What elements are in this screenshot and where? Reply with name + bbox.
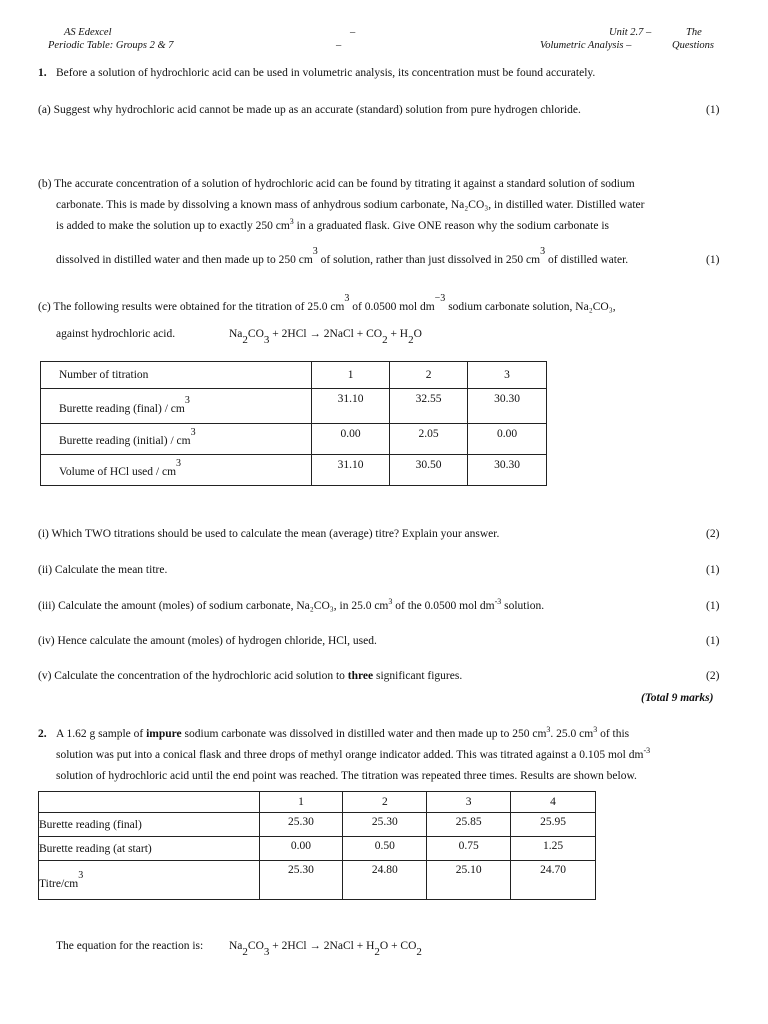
q1a-marks: (1) [706,104,720,116]
row-label: Burette reading (at start) [39,837,260,861]
table-header-col-2: 2 [343,792,427,813]
table-header-col-4: 4 [511,792,596,813]
q1-iii-text: (iii) Calculate the amount (moles) of sodium carbonate, Na₂CO₃, in 25.0 $cm^3$ of the 0.0500 mol $dm^{-3}$ solution. [38,597,545,612]
row-label: Burette reading (final) [39,813,260,837]
q1-v-text: (v) Calculate the concentration of the hydrochloric acid solution to three significant figures. [38,670,463,682]
q1c-line2: against hydrochloric acid. [56,328,176,340]
table-header-col-1: 1 [312,362,390,389]
header-right-line2: Volumetric Analysis – [540,40,632,51]
header-right-line1: Unit 2.7 – [609,27,652,38]
cell: 25.85 [427,813,511,837]
q2-number: 2. [38,728,47,740]
q2-line1: A 1.62 g sample of impure sodium carbonate was dissolved in distilled water and then made up to 250 $cm^3$. 25.0 $cm^3$ of this [56,725,630,740]
q2-line3: solution of hydrochloric acid until the end point was reached. The titration was repeated three times. Results are shown below. [56,770,637,782]
cell: 24.70 [511,861,596,900]
table-header-col-3: 3 [468,362,547,389]
q1-intro: Before a solution of hydrochloric acid can be used in volumetric analysis, its concentration must be found accurately. [56,67,596,79]
q1-iv-marks: (1) [706,635,720,647]
q1-iv-text: (iv) Hence calculate the amount (moles) of hydrogen chloride, HCl, used. [38,635,377,647]
table-row [41,362,547,389]
header-mid-line1: – [350,27,356,38]
table-row [39,792,596,813]
cell: 25.10 [427,861,511,900]
row-label: Burette reading (initial) / cm3 [41,424,312,455]
cell: 25.95 [511,813,596,837]
q1c-equation: Na2CO3 + 2HCl → 2NaCl + CO2 + H2O [229,328,422,346]
q2-equation: Na2CO3 + 2HCl → 2NaCl + H2O + CO2 [229,940,422,958]
q1-iii-marks: (1) [706,600,720,612]
table-row [41,455,547,486]
table-header-col-1: 1 [259,792,343,813]
q1-total-marks: (Total 9 marks) [641,692,714,704]
q1-i-marks: (2) [706,528,720,540]
titration-table-2 [38,791,596,900]
table-header-col-2: 2 [390,362,468,389]
header-left-line1: AS Edexcel [64,27,112,38]
q1b-line1: (b) The accurate concentration of a solution of hydrochloric acid can be found by titrating it against a standard solution of sodium [38,178,635,190]
table-row [41,389,547,424]
table-header-blank [39,792,260,813]
table-row [39,861,596,900]
cell: 30.30 [468,455,547,486]
row-label: Volume of HCl used / cm3 [41,455,312,486]
q1b-marks: (1) [706,254,720,266]
table-row [41,424,547,455]
q1b-line3: is added to make the solution up to exactly 250 $cm^3$ in a graduated flask. Give ONE reason why the sodium carbonate is [56,217,609,232]
q1-ii-text: (ii) Calculate the mean titre. [38,564,168,576]
header-far-right-line2: Questions [672,40,714,51]
cell: 0.75 [427,837,511,861]
row-label: Burette reading (final) / cm3 [41,389,312,424]
header-far-right-line1: The [686,27,702,38]
cell: 30.30 [468,389,547,424]
cell: 25.30 [259,813,343,837]
cell: 31.10 [312,389,390,424]
cell: 2.05 [390,424,468,455]
cell: 0.00 [259,837,343,861]
header-left-line2: Periodic Table: Groups 2 & 7 [48,40,174,51]
cell: 32.55 [390,389,468,424]
cell: 24.80 [343,861,427,900]
cell: 0.50 [343,837,427,861]
row-label: Titre/cm3 [39,861,260,900]
cell: 30.50 [390,455,468,486]
q1-ii-marks: (1) [706,564,720,576]
cell: 25.30 [259,861,343,900]
q1-i-text: (i) Which TWO titrations should be used to calculate the mean (average) titre? Explain your answer. [38,528,500,540]
table-header-label: Number of titration [41,362,312,389]
cell: 0.00 [468,424,547,455]
cell: 0.00 [312,424,390,455]
table-row [39,813,596,837]
q1b-line2: carbonate. This is made by dissolving a known mass of anhydrous sodium carbonate, Na₂CO₃, in distilled water. Distilled water [56,199,645,211]
table-row [39,837,596,861]
q1-number: 1. [38,67,47,79]
titration-table-1 [40,361,547,486]
cell: 25.30 [343,813,427,837]
q1a-text: (a) Suggest why hydrochloric acid cannot be made up as an accurate (standard) solution from pure hydrogen chloride. [38,104,581,116]
cell: 1.25 [511,837,596,861]
header-mid-line2: – [336,40,342,51]
cell: 31.10 [312,455,390,486]
q1b-line4: dissolved in distilled water and then made up to 250 cm3 of solution, rather than just dissolved in 250 cm3 of distilled water. [56,246,629,266]
q2-line2: solution was put into a conical flask and three drops of methyl orange indicator added. This was titrated against a 0.105 mol $dm^{-3}$ [56,746,651,761]
q1-v-marks: (2) [706,670,720,682]
q1c-line1: (c) The following results were obtained for the titration of 25.0 cm3 of 0.0500 mol dm−3 sodium carbonate solution, Na₂CO₃, [38,293,616,313]
q2-equation-intro: The equation for the reaction is: [56,940,204,952]
table-header-col-3: 3 [427,792,511,813]
